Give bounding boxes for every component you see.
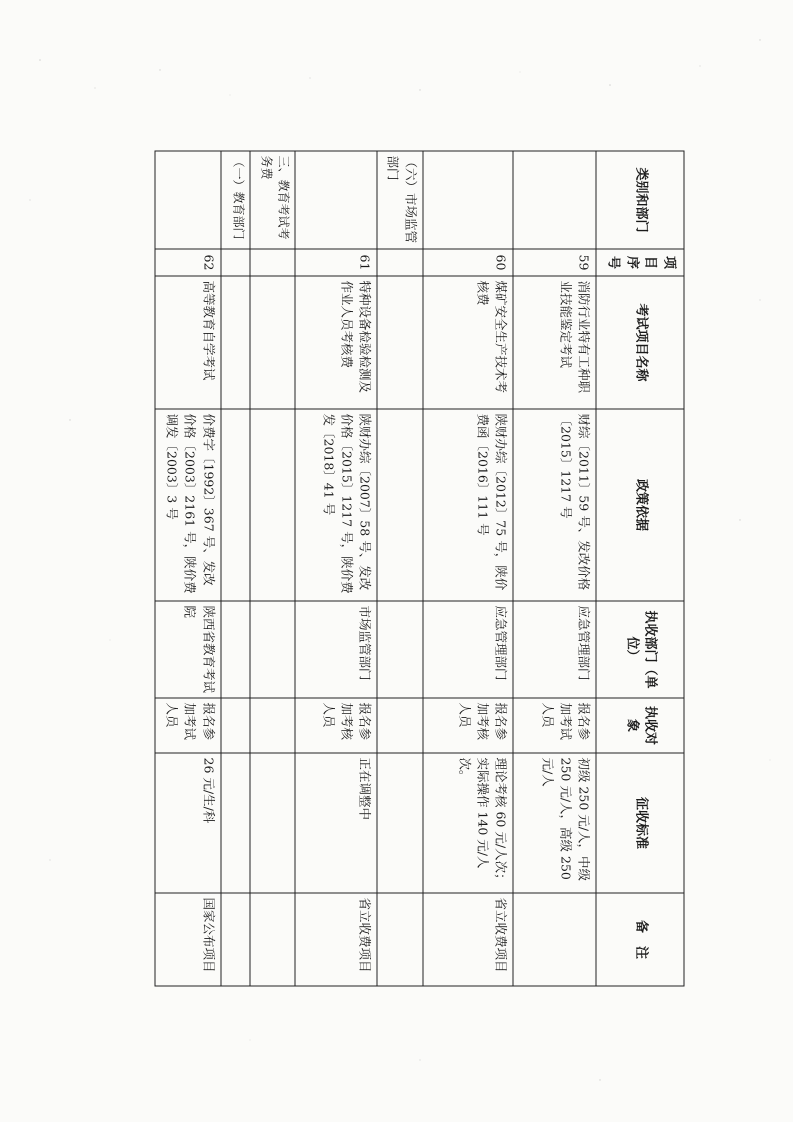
table-row-category (221, 151, 251, 986)
cell-standard (377, 753, 423, 893)
cell-category: 三、教育考试考务费 (250, 151, 295, 249)
fee-table-rotated (155, 150, 685, 985)
cell-standard: 初级 250 元/人，中级 250 元/人，高级 250 元/人 (513, 753, 596, 893)
cell-category (155, 151, 221, 249)
cell-collecting-dept: 陕西省教育考试院 (155, 601, 221, 698)
cell-standard (250, 753, 295, 893)
cell-item-no: 60 (423, 249, 513, 276)
cell-policy-basis: 陕财办综〔2012〕75 号，陕价费函〔2016〕111 号 (423, 409, 513, 601)
cell-collection-target: 报名参加考试人员 (513, 698, 596, 753)
cell-category: （一）教育部门 (221, 151, 251, 249)
cell-collecting-dept (221, 601, 251, 698)
cell-item-no: 62 (155, 249, 221, 276)
cell-item-no (377, 249, 423, 276)
cell-collection-target: 报名参加考核人员 (295, 698, 377, 753)
header-collecting-dept: 执收部门（单位） (596, 601, 684, 698)
cell-collection-target (221, 698, 251, 753)
header-collection-target: 执收对象 (596, 698, 684, 753)
cell-standard: 26 元/生/科 (155, 753, 221, 893)
table-row-category (377, 151, 423, 986)
cell-exam-name: 消防行业特有工种职业技能鉴定考试 (513, 276, 596, 409)
cell-collecting-dept (377, 601, 423, 698)
cell-policy-basis (221, 409, 251, 601)
table-row (423, 151, 513, 986)
cell-exam-name (250, 276, 295, 409)
cell-remarks (513, 893, 596, 986)
cell-exam-name (221, 276, 251, 409)
cell-category (513, 151, 596, 249)
cell-remarks: 国家公布项目 (155, 893, 221, 986)
cell-exam-name: 特种设备检验检测及作业人员考核费 (295, 276, 377, 409)
cell-remarks (377, 893, 423, 986)
cell-collecting-dept: 应急管理部门 (513, 601, 596, 698)
table-row (155, 151, 221, 986)
fee-table (155, 150, 685, 986)
cell-standard: 理论考核 60 元/人次；实际操作 140 元/人次。 (423, 753, 513, 893)
header-policy-basis: 政策依据 (596, 409, 684, 601)
cell-remarks (250, 893, 295, 986)
cell-remarks: 省立收费项目 (295, 893, 377, 986)
cell-collection-target (377, 698, 423, 753)
cell-item-no: 61 (295, 249, 377, 276)
table-row (295, 151, 377, 986)
cell-collecting-dept: 市场监管部门 (295, 601, 377, 698)
header-remarks: 备 注 (596, 893, 684, 986)
header-exam-name: 考试项目名称 (596, 276, 684, 409)
cell-category (423, 151, 513, 249)
cell-exam-name (377, 276, 423, 409)
cell-collecting-dept: 应急管理部门 (423, 601, 513, 698)
cell-category (295, 151, 377, 249)
header-standard: 征收标准 (596, 753, 684, 893)
cell-policy-basis: 财综〔2011〕59 号、发改价格〔2015〕1217 号 (513, 409, 596, 601)
cell-item-no: 59 (513, 249, 596, 276)
cell-item-no (221, 249, 251, 276)
cell-standard: 正在调整中 (295, 753, 377, 893)
cell-standard (221, 753, 251, 893)
table-row (513, 151, 596, 986)
table-header-row (596, 151, 684, 986)
cell-collecting-dept (250, 601, 295, 698)
cell-item-no (250, 249, 295, 276)
cell-category: （六）市场监管部门 (377, 151, 423, 249)
header-item-no: 项目序号 (596, 249, 684, 276)
cell-policy-basis: 价费字〔1992〕367 号、发改价格〔2003〕2161 号，陕价费调发〔2003〕3 号 (155, 409, 221, 601)
cell-policy-basis (250, 409, 295, 601)
cell-policy-basis: 陕财办综〔2007〕58 号、发改价格〔2015〕1217 号，陕价费发〔2018〕41 号 (295, 409, 377, 601)
cell-remarks: 省立收费项目 (423, 893, 513, 986)
cell-collection-target: 报名参加考试人员 (155, 698, 221, 753)
cell-exam-name: 煤矿安全生产技术考核费 (423, 276, 513, 409)
cell-collection-target: 报名参加考核人员 (423, 698, 513, 753)
cell-collection-target (250, 698, 295, 753)
cell-remarks (221, 893, 251, 986)
table-row-category (250, 151, 295, 986)
cell-policy-basis (377, 409, 423, 601)
header-category: 类别和部门 (596, 151, 684, 249)
cell-exam-name: 高等教育自学考试 (155, 276, 221, 409)
